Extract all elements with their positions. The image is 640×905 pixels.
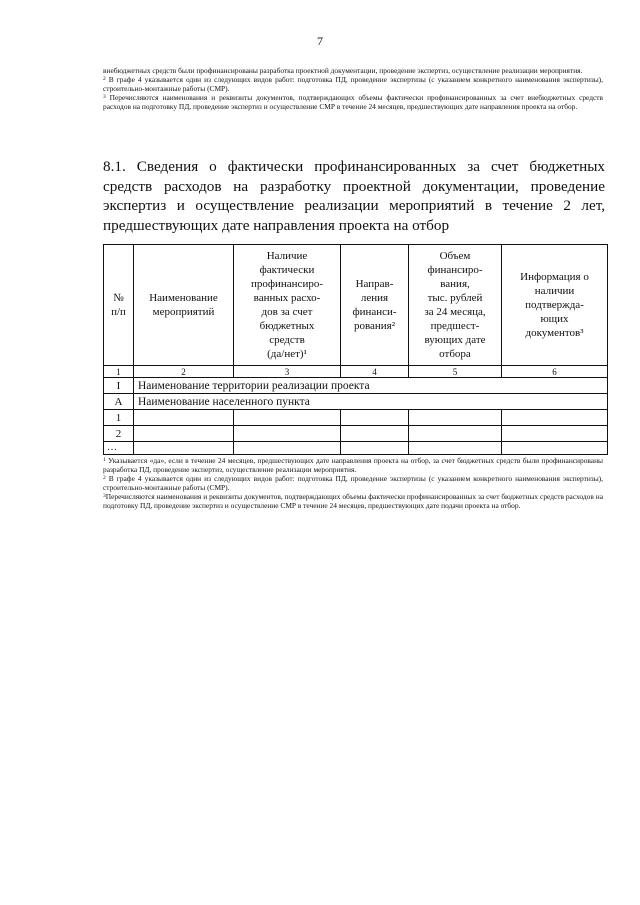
footnote-3 — [103, 492, 603, 510]
settlement-number: А — [104, 394, 134, 410]
table-row — [104, 426, 608, 442]
territory-label: Наименование территории реализации проекта — [134, 378, 608, 394]
column-number: 5 — [409, 366, 502, 378]
col-header-direction: Направ- ления финанси- рования² — [341, 245, 409, 366]
ellipsis: … — [104, 442, 134, 455]
territory-row — [104, 378, 608, 394]
table-cell — [134, 442, 234, 455]
table-cell — [341, 410, 409, 426]
table-cell — [409, 410, 502, 426]
footnote-text: Перечисляются наименования и реквизиты документов, подтверждающих объемы фактически профинансированных за счет внебюджетных средств расходов на подготовку ПД, проведение экспертиз и осуществление СМР в течение 24 месяцев, предшествующих дате направления проекта на отбор. — [103, 93, 603, 112]
footnote-text: Перечисляются наименования и реквизиты документов, подтверждающих объемы фактически профинансированных за счет бюджетных средств расходов на подготовку ПД, проведение экспертиз и осуществление СМР в течение 24 месяцев, предшествующих дате подачи проекта на отбор. — [103, 492, 603, 511]
table-cell — [502, 426, 608, 442]
footnote-marker: 2 — [103, 475, 106, 482]
column-number: 3 — [234, 366, 341, 378]
settlement-row — [104, 394, 608, 410]
table-cell — [502, 410, 608, 426]
table-cell — [409, 426, 502, 442]
col-header-volume: Объем финансиро- вания, тыс. рублей за 24 месяца, предшест- вующих дате отбора — [409, 245, 502, 366]
column-number-row — [104, 366, 608, 378]
col-header-number: № п/п — [104, 245, 134, 366]
table-cell — [341, 426, 409, 442]
ellipsis-row — [104, 442, 608, 455]
table-cell — [234, 442, 341, 455]
section-heading: 8.1. Сведения о фактически профинансированных за счет бюджетных средств расходов на разработку проектной документации, проведение экспертиз и осуществление реализации мероприятий в течение 2 лет, предшествующих дате направления проекта на отбор — [103, 158, 605, 234]
row-number: 2 — [104, 426, 134, 442]
column-number: 2 — [134, 366, 234, 378]
footnote-marker: 2 — [103, 76, 106, 83]
table-cell — [341, 442, 409, 455]
column-number: 1 — [104, 366, 134, 378]
col-header-availability: Наличие фактически профинансиро- ванных расхо- дов за счет бюджетных средств (да/нет)¹ — [234, 245, 341, 366]
col-header-documents: Информация о наличии подтвержда- ющих документов³ — [502, 245, 608, 366]
top-footnotes — [103, 66, 603, 111]
settlement-label: Наименование населенного пункта — [134, 394, 608, 410]
footnote-2 — [103, 75, 603, 93]
footnote-marker: 3 — [103, 493, 106, 500]
table-row — [104, 410, 608, 426]
footnote-text: В графе 4 указывается один из следующих видов работ: подготовка ПД, проведение экспертизы (с указанием конкретного наименования экспертизы), строительно-монтажные работы (СМР). — [103, 474, 603, 493]
table-cell — [134, 426, 234, 442]
footnote-marker: 3 — [103, 94, 106, 101]
table-cell — [502, 442, 608, 455]
table-header-row — [104, 245, 608, 366]
footnote-continuation — [103, 66, 603, 75]
footnote-text: В графе 4 указывается один из следующих видов работ: подготовка ПД, проведение экспертизы (с указанием конкретного наименования экспертизы), строительно-монтажные работы (СМР). — [103, 75, 603, 94]
table-cell — [234, 410, 341, 426]
bottom-footnotes — [103, 456, 603, 511]
col-header-name: Наименование мероприятий — [134, 245, 234, 366]
footnote-text: Указывается «да», если в течение 24 месяцев, предшествующих дате направления проекта на отбор, за счет бюджетных средств были профинансированы разработка ПД, проведение экспертиз, осуществление реализации мероприятия. — [103, 456, 603, 475]
footnote-marker: 1 — [103, 457, 106, 463]
column-number: 4 — [341, 366, 409, 378]
page-number: 7 — [317, 34, 323, 48]
territory-number: I — [104, 378, 134, 394]
footnote-text: внебюджетных средств были профинансированы разработка проектной документации, проведение экспертиз, осуществление реализации мероприятия. — [103, 66, 583, 75]
footnote-1 — [103, 456, 603, 474]
row-number: 1 — [104, 410, 134, 426]
column-number: 6 — [502, 366, 608, 378]
table-cell — [234, 426, 341, 442]
footnote-3 — [103, 93, 603, 111]
financing-table — [103, 244, 608, 455]
table-cell — [134, 410, 234, 426]
table-cell — [409, 442, 502, 455]
footnote-2 — [103, 474, 603, 492]
